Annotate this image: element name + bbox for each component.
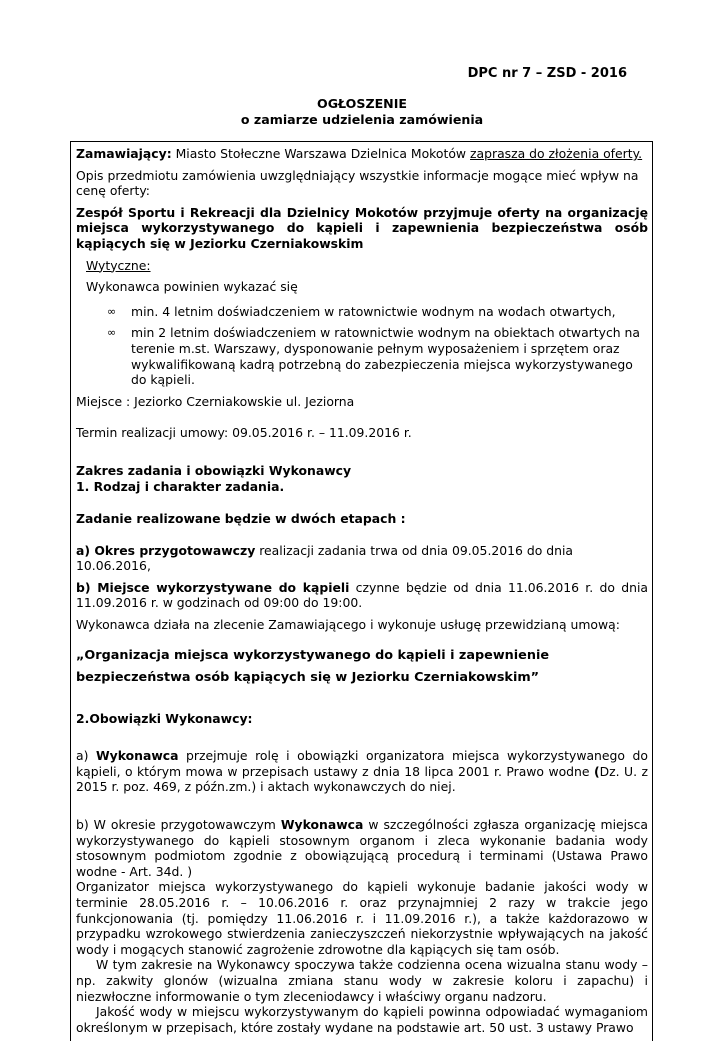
intro-text: Miasto Stołeczne Warszawa Dzielnica Mokotów [171,146,471,161]
intro-link: zaprasza do złożenia oferty. [470,146,643,161]
para-a-text2: Dz. U. z 2015 r. poz. 469, z późn.zm.) i aktach wykonawczych do niej. [76,763,648,795]
announcement-title: OGŁOSZENIE [316,96,408,111]
infinity-icon: ∞ [107,304,117,318]
section1-title: 1. Rodzaj i charakter zadania. [76,478,285,494]
list-item-text: min. 4 letnim doświadczeniem w ratownictwie wodnym na wodach otwartych, [131,303,616,319]
wykonawca-intro: Wykonawca powinien wykazać się [86,279,298,295]
para-b-text: w szczególności zgłasza organizację miejsca wykorzystywanego do kąpieli stosownym organom i zleca wykonanie badania wody stosownym podmiotom zgodnie z obowiązującą procedurą i terminami (Ustawa Prawo wodne - Art. 34d. ) [76,817,648,879]
etap-a [76,543,648,574]
jakosc-paragraph: Jakość wody w miejscu wykorzystywanym do kąpieli powinna odpowiadać wymaganiom określonym w przepisach, które zostały wydane na podstawie art. 50 ust. 3 ustawy Prawo [76,1004,648,1035]
etap-b-label: b) Miejsce wykorzystywane do kąpieli [76,579,350,595]
requirements-list [76,304,648,388]
organizator-paragraph: Organizator miejsca wykorzystywanego do kąpieli wykonuje badanie jakości wody w terminie 28.05.2016 r. – 10.06.2016 r. oraz przynajmniej 2 razy w trakcie jego funkcjonowania (tj. pomiędzy 11.06.2016 r. i 11.09.2016 r.), a także każdorazowo w przypadku wzrokowego stwierdzenia zanieczyszczeń niekorzystnie wpływających na jakość wody i mogących stanowić zagrożenie zdrowotne dla kąpiących się tam osób. [76,879,648,957]
intro-label: Zamawiający: [76,146,172,161]
opis-paragraph: Opis przedmiotu zamówienia uwzględniający wszystkie informacje mogące mieć wpływ na cenę oferty: [76,167,639,199]
miejsce-line: Miejsce : Jeziorko Czerniakowskie ul. Jeziorna [76,393,355,409]
announcement-body [76,146,648,1035]
infinity-icon: ∞ [107,326,117,340]
para-a-prefix: a) [76,748,96,764]
para-b [76,817,648,879]
para-a [76,748,648,795]
list-item [76,304,648,320]
announcement-subtitle: o zamiarze udzielenia zamówienia [240,112,484,127]
section2-title: 2.Obowiązki Wykonawcy: [76,710,253,726]
w-tym-paragraph: W tym zakresie na Wykonawcy spoczywa także codzienna ocena wizualna stanu wody – np. zakwity glonów (wizualna zmiana stanu wody w zakresie koloru i zapachu) i niezwłoczne informowanie o tym zleceniodawcy i właściwy organu nadzoru. [76,957,648,1004]
list-item-text: min 2 letnim doświadczeniem w ratownictwie wodnym na obiektach otwartych na terenie m.st. Warszawy, dysponowanie pełnym wyposażeniem i sprzętem oraz wykwalifikowaną kadrą potrzebną do zabezpieczenia miejsca wykorzystywanego do kąpieli. [131,325,640,388]
list-item [76,325,648,387]
wytyczne-heading: Wytyczne: [86,257,151,273]
para-b-bold: Wykonawca [280,817,364,833]
intro-paragraph [76,146,648,162]
etap-b-text: czynne będzie od dnia 11.06.2016 r. do dnia 11.09.2016 r. w godzinach od 09:00 do 19:00. [76,579,648,611]
zakres-title: Zakres zadania i obowiązki Wykonawcy [76,462,352,478]
document-reference: DPC nr 7 – ZSD - 2016 [467,66,627,81]
etap-b [76,580,648,611]
para-b-prefix: b) W okresie przygotowawczym [76,817,281,833]
task-quote: „Organizacja miejsca wykorzystywanego do kąpieli i zapewnienie bezpieczeństwa osób kąpiących się w Jeziorku Czerniakowskim” [76,647,550,685]
zespol-paragraph: Zespół Sportu i Rekreacji dla Dzielnicy Mokotów przyjmuje oferty na organizację miejsca wykorzystywanego do kąpieli i zapewnienia bezpieczeństwa osób kąpiących się w Jeziorku Czerniakowskim [76,204,648,251]
etapy-heading: Zadanie realizowane będzie w dwóch etapach : [76,511,406,527]
termin-line: Termin realizacji umowy: 09.05.2016 r. – 11.09.2016 r. [76,425,412,441]
announcement-header [0,96,724,128]
para-a-paren: ( [593,763,600,779]
para-a-text1: przejmuje rolę i obowiązki organizatora miejsca wykorzystywanego do kąpieli, o którym mowa w przepisach ustawy z dnia 18 lipca 2001 r. Prawo wodne [76,748,648,779]
etap-a-label: a) Okres przygotowawczy [76,542,256,558]
etap-a-text: realizacji zadania trwa od dnia 09.05.2016 do dnia 10.06.2016, [76,542,573,574]
dziala-paragraph: Wykonawca działa na zlecenie Zamawiającego i wykonuje usługę przewidzianą umową: [76,617,620,633]
para-a-bold: Wykonawca [95,748,179,764]
